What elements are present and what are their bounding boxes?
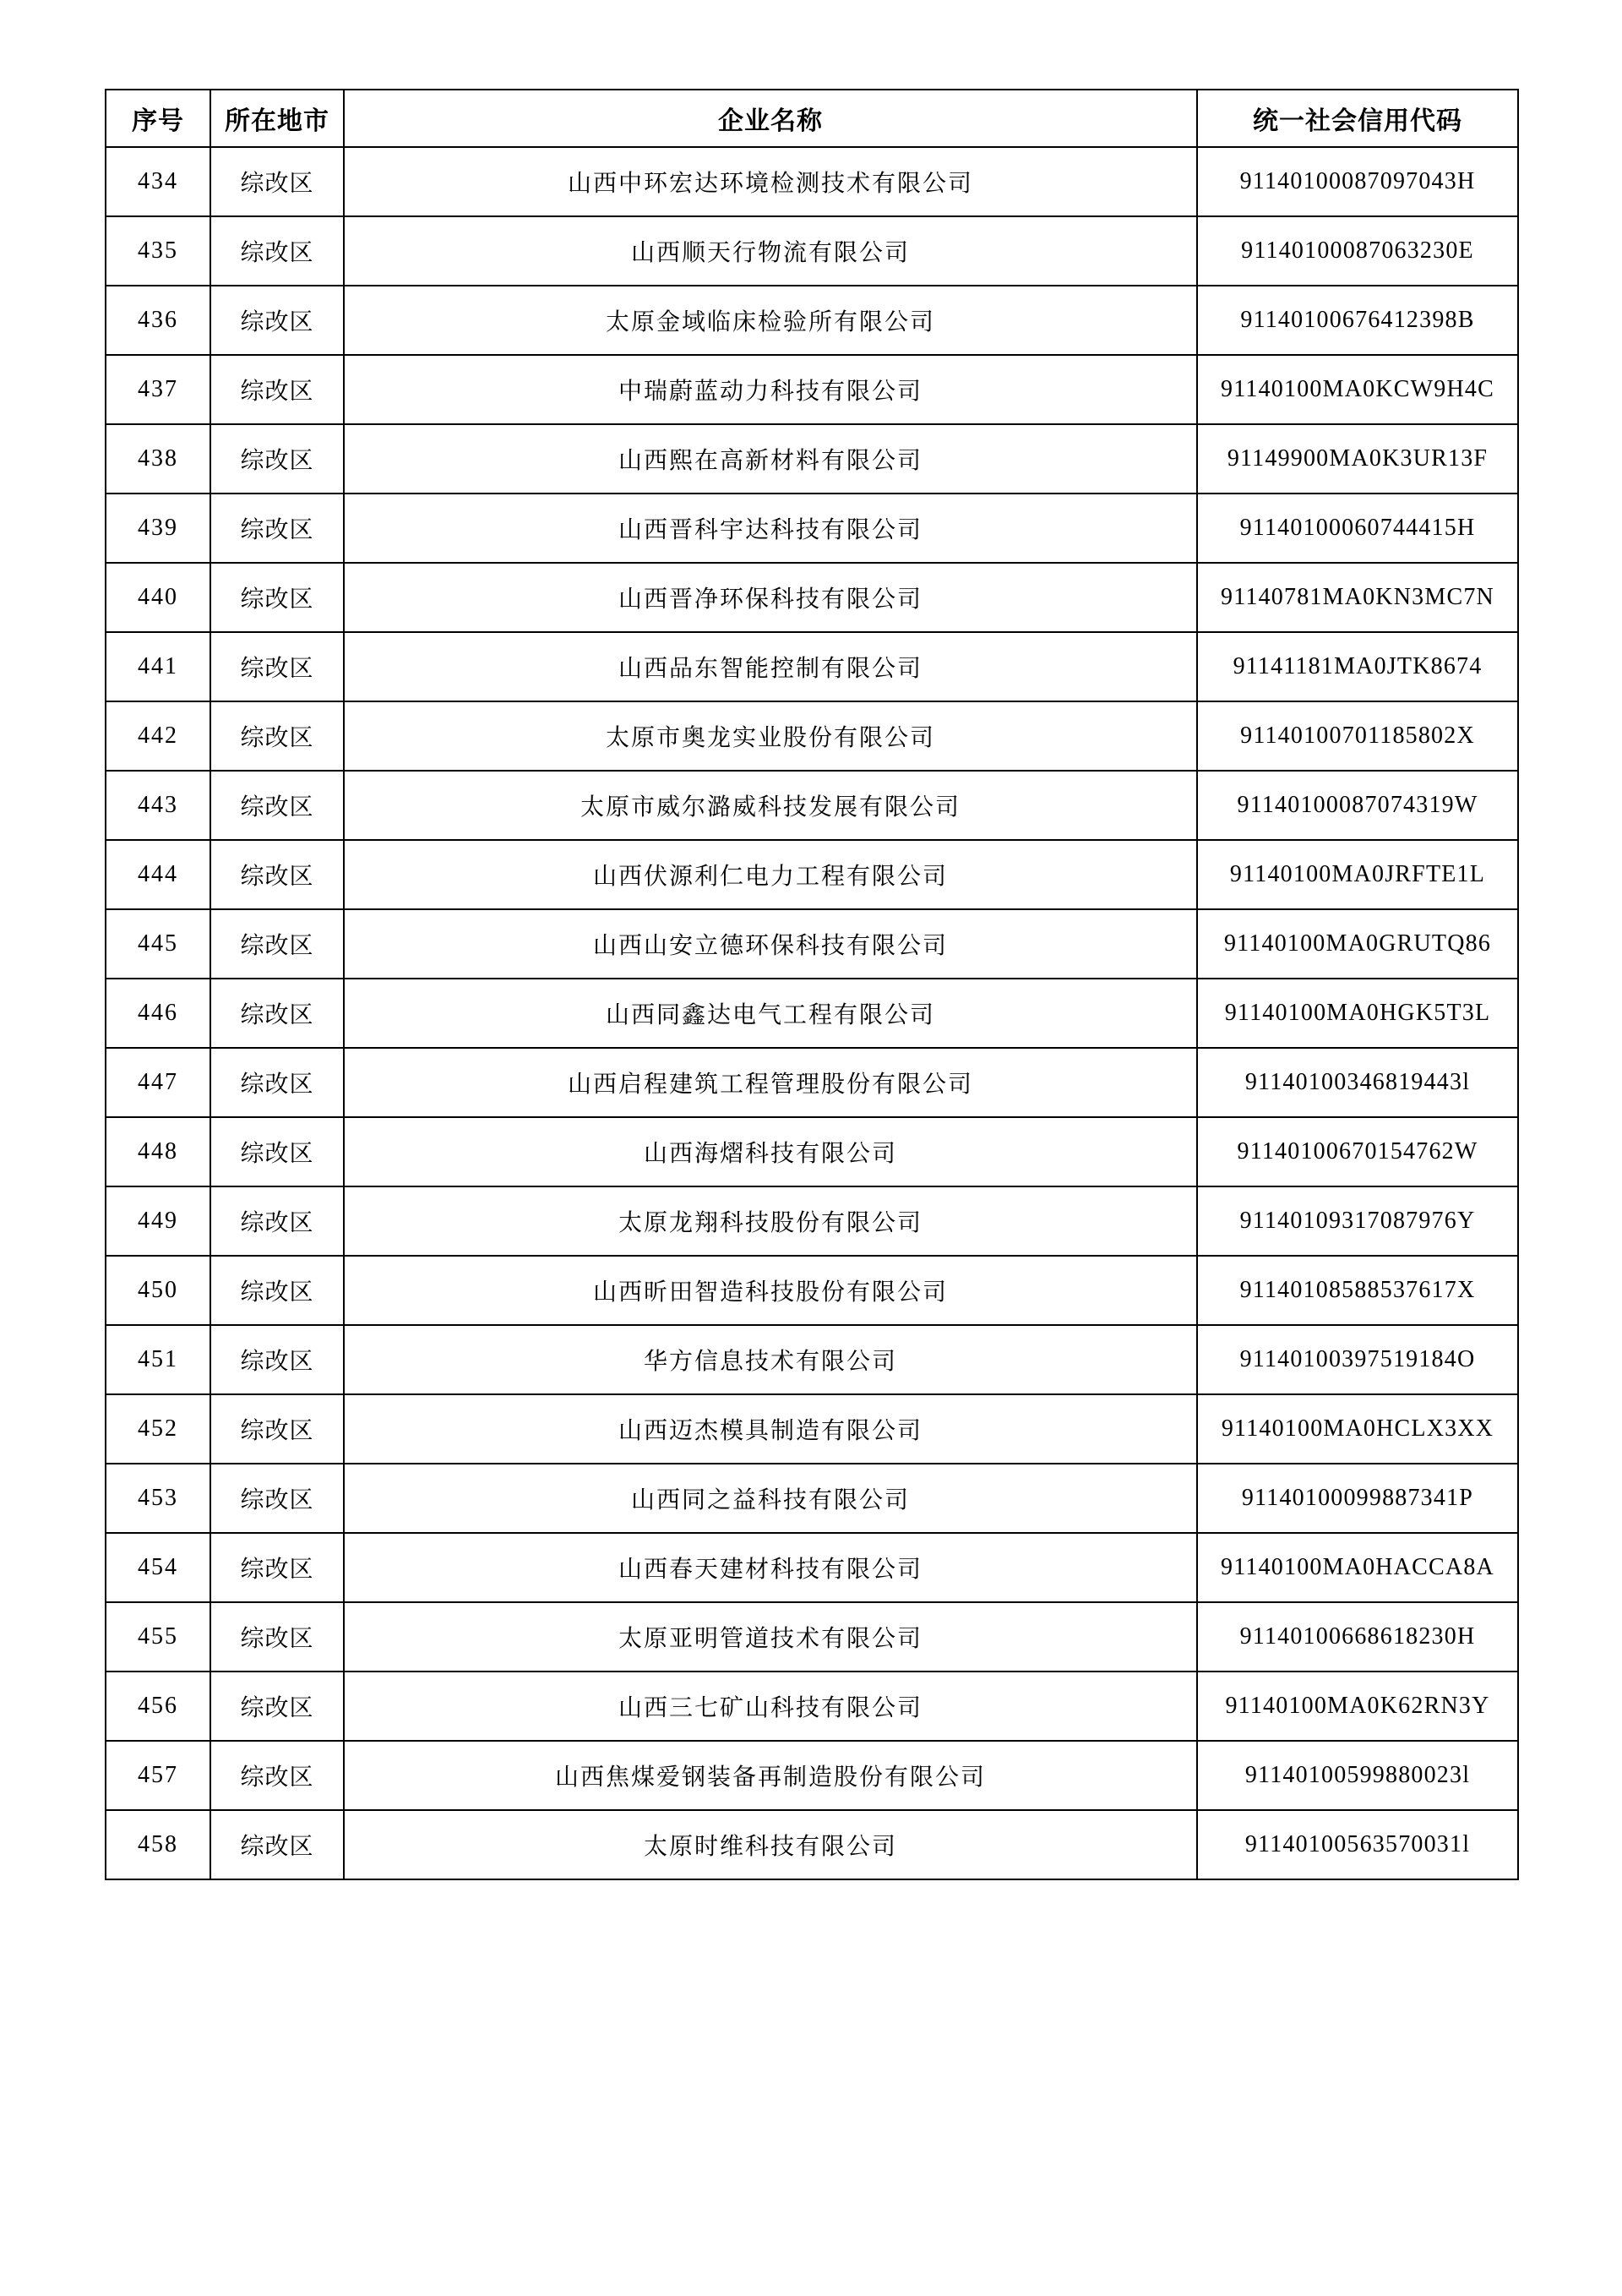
cell-city: 综改区 bbox=[210, 424, 344, 494]
table-row bbox=[106, 1741, 1518, 1810]
table-row bbox=[106, 632, 1518, 701]
cell-credit-code: 91149900MA0K3UR13F bbox=[1197, 424, 1518, 494]
cell-city: 综改区 bbox=[210, 563, 344, 632]
cell-credit-code: 91140100MA0K62RN3Y bbox=[1197, 1672, 1518, 1741]
cell-sequence-number: 458 bbox=[106, 1810, 210, 1879]
cell-sequence-number: 436 bbox=[106, 286, 210, 355]
cell-city: 综改区 bbox=[210, 771, 344, 840]
cell-sequence-number: 439 bbox=[106, 494, 210, 563]
cell-city: 综改区 bbox=[210, 1533, 344, 1602]
cell-city: 综改区 bbox=[210, 216, 344, 286]
table-row bbox=[106, 147, 1518, 216]
cell-sequence-number: 437 bbox=[106, 355, 210, 424]
cell-sequence-number: 457 bbox=[106, 1741, 210, 1810]
cell-sequence-number: 445 bbox=[106, 909, 210, 979]
cell-enterprise-name: 山西熙在高新材料有限公司 bbox=[344, 424, 1197, 494]
cell-sequence-number: 443 bbox=[106, 771, 210, 840]
table-row bbox=[106, 909, 1518, 979]
cell-sequence-number: 442 bbox=[106, 701, 210, 771]
cell-credit-code: 91140109317087976Y bbox=[1197, 1186, 1518, 1256]
cell-enterprise-name: 中瑞蔚蓝动力科技有限公司 bbox=[344, 355, 1197, 424]
cell-city: 综改区 bbox=[210, 1325, 344, 1394]
cell-credit-code: 91140100MA0HGK5T3L bbox=[1197, 979, 1518, 1048]
table-row bbox=[106, 1325, 1518, 1394]
cell-city: 综改区 bbox=[210, 1394, 344, 1464]
table-body bbox=[106, 147, 1518, 1879]
cell-city: 综改区 bbox=[210, 632, 344, 701]
cell-enterprise-name: 山西伏源利仁电力工程有限公司 bbox=[344, 840, 1197, 909]
cell-credit-code: 91140100668618230H bbox=[1197, 1602, 1518, 1672]
table-row bbox=[106, 286, 1518, 355]
cell-enterprise-name: 山西品东智能控制有限公司 bbox=[344, 632, 1197, 701]
table-row bbox=[106, 1810, 1518, 1879]
cell-credit-code: 91140100563570031l bbox=[1197, 1810, 1518, 1879]
cell-enterprise-name: 太原市奥龙实业股份有限公司 bbox=[344, 701, 1197, 771]
cell-credit-code: 91140100087097043H bbox=[1197, 147, 1518, 216]
cell-sequence-number: 441 bbox=[106, 632, 210, 701]
table-header bbox=[106, 90, 1518, 147]
cell-credit-code: 91141181MA0JTK8674 bbox=[1197, 632, 1518, 701]
table-row bbox=[106, 1256, 1518, 1325]
cell-credit-code: 91140100MA0HCLX3XX bbox=[1197, 1394, 1518, 1464]
column-header-credit-code: 统一社会信用代码 bbox=[1197, 90, 1518, 147]
column-header-enterprise-name: 企业名称 bbox=[344, 90, 1197, 147]
cell-enterprise-name: 山西昕田智造科技股份有限公司 bbox=[344, 1256, 1197, 1325]
cell-credit-code: 91140100MA0KCW9H4C bbox=[1197, 355, 1518, 424]
cell-credit-code: 91140100701185802X bbox=[1197, 701, 1518, 771]
cell-city: 综改区 bbox=[210, 840, 344, 909]
cell-enterprise-name: 太原金域临床检验所有限公司 bbox=[344, 286, 1197, 355]
cell-enterprise-name: 山西迈杰模具制造有限公司 bbox=[344, 1394, 1197, 1464]
cell-sequence-number: 455 bbox=[106, 1602, 210, 1672]
cell-credit-code: 91140100397519184O bbox=[1197, 1325, 1518, 1394]
column-header-sequence: 序号 bbox=[106, 90, 210, 147]
cell-city: 综改区 bbox=[210, 1810, 344, 1879]
cell-credit-code: 91140100060744415H bbox=[1197, 494, 1518, 563]
table-row bbox=[106, 1048, 1518, 1117]
cell-enterprise-name: 太原市威尔潞威科技发展有限公司 bbox=[344, 771, 1197, 840]
table-row bbox=[106, 1394, 1518, 1464]
table-header-row bbox=[106, 90, 1518, 147]
cell-city: 综改区 bbox=[210, 1741, 344, 1810]
cell-credit-code: 91140100MA0JRFTE1L bbox=[1197, 840, 1518, 909]
cell-city: 综改区 bbox=[210, 286, 344, 355]
cell-enterprise-name: 山西三七矿山科技有限公司 bbox=[344, 1672, 1197, 1741]
cell-enterprise-name: 太原时维科技有限公司 bbox=[344, 1810, 1197, 1879]
cell-enterprise-name: 山西中环宏达环境检测技术有限公司 bbox=[344, 147, 1197, 216]
cell-sequence-number: 448 bbox=[106, 1117, 210, 1186]
cell-sequence-number: 453 bbox=[106, 1464, 210, 1533]
cell-sequence-number: 434 bbox=[106, 147, 210, 216]
cell-sequence-number: 450 bbox=[106, 1256, 210, 1325]
cell-city: 综改区 bbox=[210, 1117, 344, 1186]
cell-sequence-number: 456 bbox=[106, 1672, 210, 1741]
cell-sequence-number: 444 bbox=[106, 840, 210, 909]
table-row bbox=[106, 1602, 1518, 1672]
cell-city: 综改区 bbox=[210, 147, 344, 216]
cell-sequence-number: 454 bbox=[106, 1533, 210, 1602]
cell-sequence-number: 451 bbox=[106, 1325, 210, 1394]
cell-city: 综改区 bbox=[210, 1464, 344, 1533]
table-row bbox=[106, 1672, 1518, 1741]
cell-city: 综改区 bbox=[210, 979, 344, 1048]
enterprise-list-table bbox=[105, 89, 1519, 1880]
cell-city: 综改区 bbox=[210, 909, 344, 979]
cell-enterprise-name: 太原龙翔科技股份有限公司 bbox=[344, 1186, 1197, 1256]
cell-credit-code: 91140100MA0GRUTQ86 bbox=[1197, 909, 1518, 979]
cell-enterprise-name: 山西同之益科技有限公司 bbox=[344, 1464, 1197, 1533]
table-row bbox=[106, 840, 1518, 909]
table-row bbox=[106, 424, 1518, 494]
cell-sequence-number: 440 bbox=[106, 563, 210, 632]
cell-enterprise-name: 山西晋净环保科技有限公司 bbox=[344, 563, 1197, 632]
cell-credit-code: 91140100087074319W bbox=[1197, 771, 1518, 840]
cell-city: 综改区 bbox=[210, 355, 344, 424]
cell-enterprise-name: 华方信息技术有限公司 bbox=[344, 1325, 1197, 1394]
cell-city: 综改区 bbox=[210, 1672, 344, 1741]
cell-city: 综改区 bbox=[210, 1602, 344, 1672]
table-row bbox=[106, 1464, 1518, 1533]
cell-credit-code: 91140100087063230E bbox=[1197, 216, 1518, 286]
cell-enterprise-name: 山西同鑫达电气工程有限公司 bbox=[344, 979, 1197, 1048]
table-row bbox=[106, 1186, 1518, 1256]
cell-credit-code: 91140108588537617X bbox=[1197, 1256, 1518, 1325]
table-row bbox=[106, 771, 1518, 840]
cell-enterprise-name: 太原亚明管道技术有限公司 bbox=[344, 1602, 1197, 1672]
cell-sequence-number: 435 bbox=[106, 216, 210, 286]
table-row bbox=[106, 1117, 1518, 1186]
table-row bbox=[106, 355, 1518, 424]
cell-credit-code: 91140100099887341P bbox=[1197, 1464, 1518, 1533]
cell-credit-code: 91140100346819443l bbox=[1197, 1048, 1518, 1117]
cell-credit-code: 91140100MA0HACCA8A bbox=[1197, 1533, 1518, 1602]
cell-enterprise-name: 山西海熠科技有限公司 bbox=[344, 1117, 1197, 1186]
table-row bbox=[106, 979, 1518, 1048]
table-row bbox=[106, 494, 1518, 563]
cell-enterprise-name: 山西山安立德环保科技有限公司 bbox=[344, 909, 1197, 979]
cell-enterprise-name: 山西焦煤爱钢装备再制造股份有限公司 bbox=[344, 1741, 1197, 1810]
cell-enterprise-name: 山西春天建材科技有限公司 bbox=[344, 1533, 1197, 1602]
cell-credit-code: 91140100676412398B bbox=[1197, 286, 1518, 355]
cell-enterprise-name: 山西顺天行物流有限公司 bbox=[344, 216, 1197, 286]
table-row bbox=[106, 563, 1518, 632]
cell-city: 综改区 bbox=[210, 701, 344, 771]
cell-sequence-number: 447 bbox=[106, 1048, 210, 1117]
cell-enterprise-name: 山西启程建筑工程管理股份有限公司 bbox=[344, 1048, 1197, 1117]
cell-city: 综改区 bbox=[210, 494, 344, 563]
table-row bbox=[106, 1533, 1518, 1602]
cell-enterprise-name: 山西晋科宇达科技有限公司 bbox=[344, 494, 1197, 563]
cell-credit-code: 91140100670154762W bbox=[1197, 1117, 1518, 1186]
table-container bbox=[105, 89, 1517, 1880]
table-row bbox=[106, 701, 1518, 771]
cell-credit-code: 91140781MA0KN3MC7N bbox=[1197, 563, 1518, 632]
cell-city: 综改区 bbox=[210, 1186, 344, 1256]
cell-city: 综改区 bbox=[210, 1048, 344, 1117]
cell-sequence-number: 449 bbox=[106, 1186, 210, 1256]
cell-city: 综改区 bbox=[210, 1256, 344, 1325]
cell-sequence-number: 446 bbox=[106, 979, 210, 1048]
cell-sequence-number: 452 bbox=[106, 1394, 210, 1464]
cell-credit-code: 91140100599880023l bbox=[1197, 1741, 1518, 1810]
column-header-city: 所在地市 bbox=[210, 90, 344, 147]
table-row bbox=[106, 216, 1518, 286]
cell-sequence-number: 438 bbox=[106, 424, 210, 494]
